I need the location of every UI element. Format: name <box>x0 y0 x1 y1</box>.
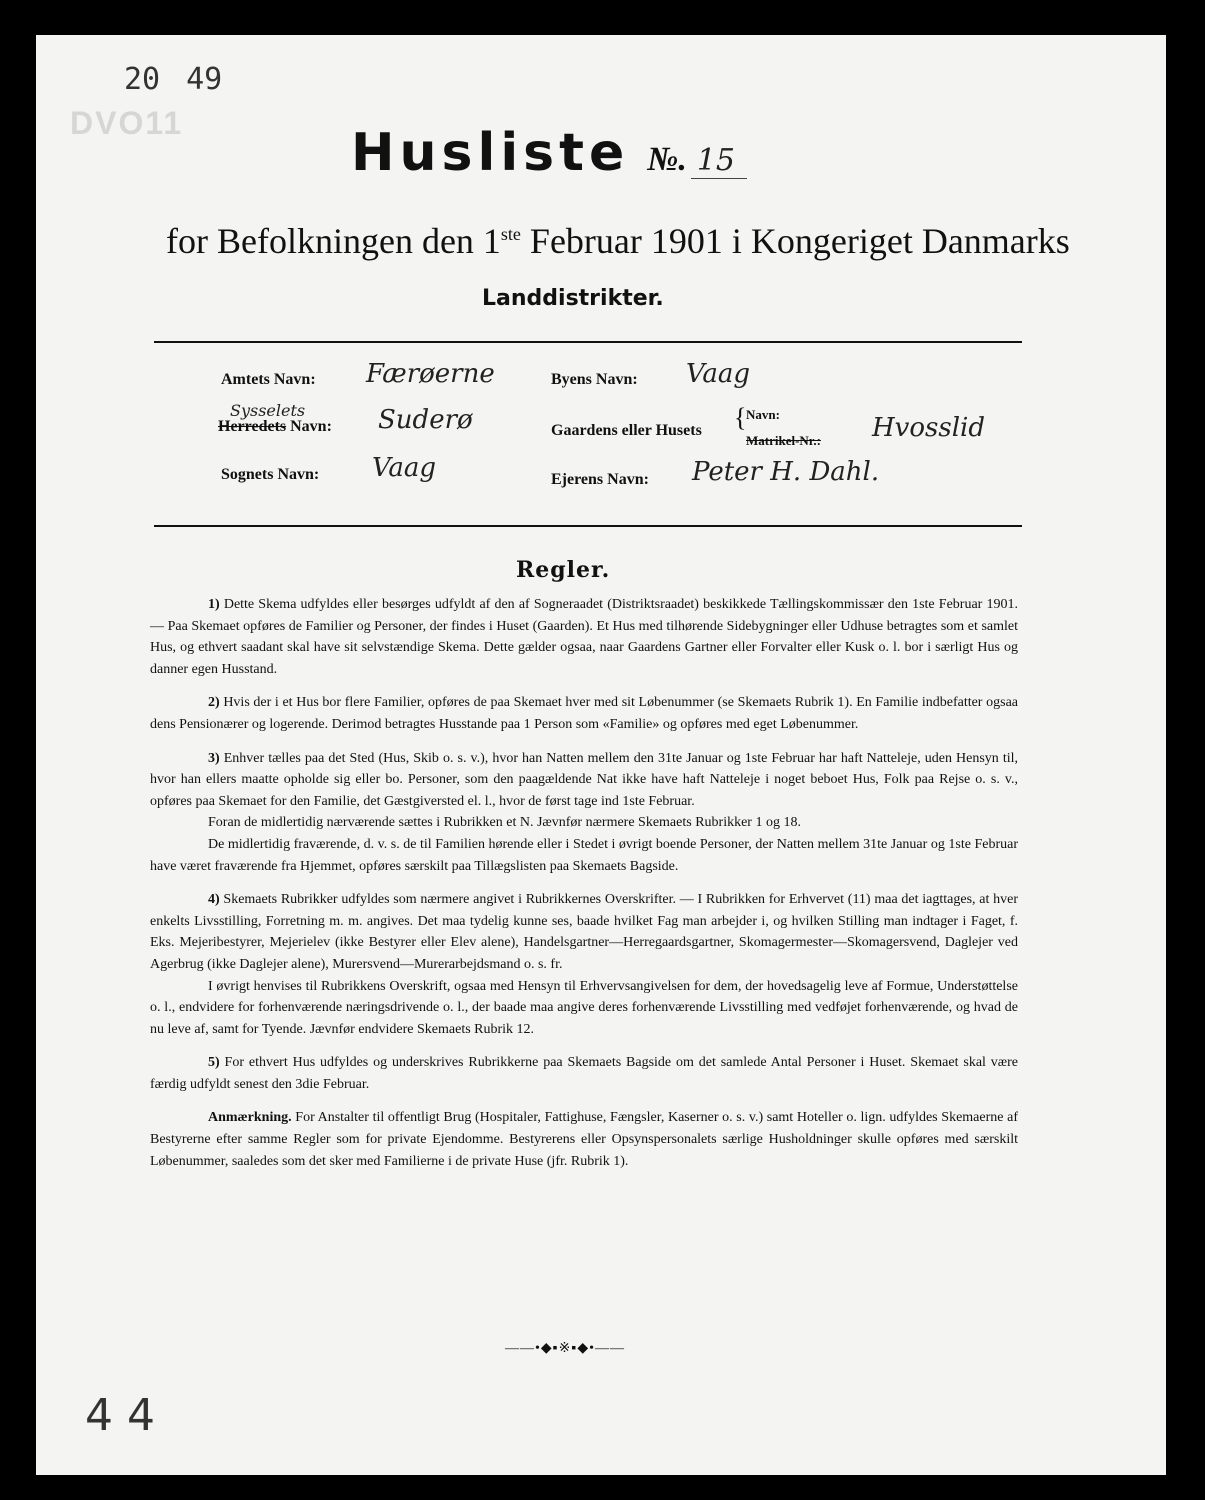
rules-text <box>150 594 1018 1172</box>
owner-value: Peter H. Dahl. <box>692 457 880 487</box>
rule-1-number: 1) <box>208 597 220 612</box>
farm-name-sublabel: Navn: <box>746 407 780 422</box>
county-label: Amtets Navn: <box>221 371 316 388</box>
parish-value: Vaag <box>372 453 437 483</box>
rule-1 <box>150 594 1018 680</box>
county-value: Færøerne <box>366 359 495 389</box>
rule-3-text: Enhver tælles paa det Sted (Hus, Skib o. s. v.), hvor han Natten mellem den 31te Januar og 1ste Februar har haft Natteleje, uden Hensyn til, hvor han ellers maatte opholde sig eller bo. Personer, som den paagældende Nat ikke have haft Natteleje i noget beboet Hus, Folk paa Rejse o. s. v., opføres paa Skemaet for den Familie, det Gæstgiversted el. l., hvor de først tage ind 1ste Februar. <box>150 750 1018 809</box>
rule-4 <box>150 889 1018 975</box>
subtitle-sup: ste <box>500 224 521 244</box>
farm-label: Gaardens eller Husets <box>551 422 702 439</box>
house-list-number: 15 <box>691 143 747 179</box>
farm-matrikel-sublabel: Matrikel-Nr.: <box>746 433 821 448</box>
district-struck-label: Herredets <box>218 418 287 435</box>
farm-brace: { <box>734 403 747 432</box>
rule-2 <box>150 692 1018 735</box>
parish-label: Sognets Navn: <box>221 466 320 483</box>
top-divider <box>154 341 1022 343</box>
town-value: Vaag <box>686 359 751 389</box>
farm-value: Hvosslid <box>872 413 985 443</box>
rule-5-number: 5) <box>208 1055 220 1071</box>
subtitle-suffix: Februar 1901 i Kongeriget Danmarks <box>520 221 1070 261</box>
rules-note-label: Anmærkning. <box>208 1110 292 1126</box>
rule-3-number: 3) <box>208 750 220 766</box>
rule-3-continuation-1: Foran de midlertidig nærværende sættes i Rubrikken et N. Jævnfør nærmere Skemaets Rubrikker 1 og 18. <box>208 815 801 831</box>
title-heading: Husliste <box>351 123 630 183</box>
rule-4-text: Skemaets Rubrikker udfyldes som nærmere angivet i Rubrikkernes Overskrifter. — I Rubrikken for Erhvervet (11) maa det iagttages, at hver enkelts Livsstilling, Forretning m. m. angives. Det maa tydelig kunne ses, baade hvilket Fag man arbejder i, og hvilken Stilling man indtager i Faget, f. Eks. Mejeribestyrer, Mejerielev (ikke Bestyrer eller Elev alene), Handelsgartner—Herregaardsgartner, Skomagermester—Skomagersvend, Daglejer ved Agerbrug (ikke Daglejer alene), Murersvend—Murerarbejdsmand o. s. fr. <box>150 892 1018 972</box>
rule-3-continuation-2: De midlertidig fraværende, d. v. s. de til Familien hørende eller i Stedet i øvrigt boende Personer, der Natten mellem 31te Januar og 1ste Februar have været fraværende fra Hjemmet, opføres særskilt paa Tillægslisten paa Skemaets Bagside. <box>150 836 1018 874</box>
end-ornament: ——•◆▪※▪◆•—— <box>505 1341 625 1356</box>
archive-ref-b: 49 <box>186 62 223 97</box>
town-label: Byens Navn: <box>551 371 638 388</box>
owner-label: Ejerens Navn: <box>551 471 649 488</box>
archive-reference <box>124 62 222 97</box>
pencil-mark: 4 4 <box>85 1390 155 1441</box>
rule-1-text: Dette Skema udfyldes eller besørges udfyldt af den af Sogneraadet (Distriktsraadet) beskikkede Tællingskommissær den 1ste Februar 1901. — Paa Skemaet opføres de Familier og Personer, der findes i Huset (Gaarden). Et Hus med tilhørende Sidebygninger eller Udhuse betragtes som et samlet Hus, og ethvert saadant skal have sit selvstændige Skema. Dette gælder ogsaa, naar Gaardens Gartner eller Forvalter eller Kusk o. l. bor i særligt Hus og danner egen Husstand. <box>150 597 1018 677</box>
form-title <box>351 123 747 183</box>
district-label-suffix: Navn: <box>286 418 332 435</box>
rules-note-text: For Anstalter til offentligt Brug (Hospitaler, Fattighuse, Fængsler, Kaserner o. s. v.) samt Hoteller o. lign. udfyldes Skemaerne af Bestyrerne efter samme Regler som for private Ejendomme. Bestyrerens eller Opsynspersonalets særlige Husholdninger skulle opføres med særskilt Løbenummer, saaledes som det sker med Familierne i de private Huse (jfr. Rubrik 1). <box>150 1110 1018 1169</box>
rules-note <box>150 1107 1018 1172</box>
rule-4-number: 4) <box>208 892 220 908</box>
district-value: Suderø <box>378 405 473 435</box>
rule-4-continuation: I øvrigt henvises til Rubrikkens Overskrift, ogsaa med Hensyn til Erhvervsangivelsen for dem, der hovedsagelig leve af Formue, Understøttelse o. l., endvidere for forhenværende næringsdrivende o. l., der baade maa angive deres forhenværende Livsstilling med vedføjet forhenværende, og hvad de nu leve af, samt for Tyende. Jævnfør endvidere Skemaets Rubrik 12. <box>150 978 1018 1037</box>
district-label <box>218 418 332 436</box>
archive-ref-a: 20 <box>124 62 161 97</box>
number-label: №. <box>647 141 687 178</box>
form-subtitle <box>166 220 1070 262</box>
rule-3 <box>150 748 1018 813</box>
bottom-divider <box>154 525 1022 527</box>
faded-stamp: DVO11 <box>70 105 184 141</box>
rule-5-text: For ethvert Hus udfyldes og underskrives Rubrikkerne paa Skemaets Bagside om det samlede Antal Personer i Huset. Skemaet skal være færdig udfyldt senest den 3die Februar. <box>150 1055 1018 1092</box>
form-subtitle-district: Landdistrikter. <box>482 286 664 311</box>
district-handwritten-label: Sysselets <box>230 401 306 420</box>
rule-5 <box>150 1052 1018 1095</box>
rule-2-text: Hvis der i et Hus bor flere Familier, opføres de paa Skemaet hver med sit Løbenummer (se Skemaets Rubrik 1). En Familie indbefatter ogsaa dens Pensionærer og logerende. Derimod betragtes Husstande paa 1 Person som «Familie» og opføres med eget Løbenummer. <box>150 695 1018 732</box>
rules-heading: Regler. <box>516 557 611 583</box>
subtitle-prefix: for Befolkningen den 1 <box>166 221 501 261</box>
rule-2-number: 2) <box>208 695 220 711</box>
